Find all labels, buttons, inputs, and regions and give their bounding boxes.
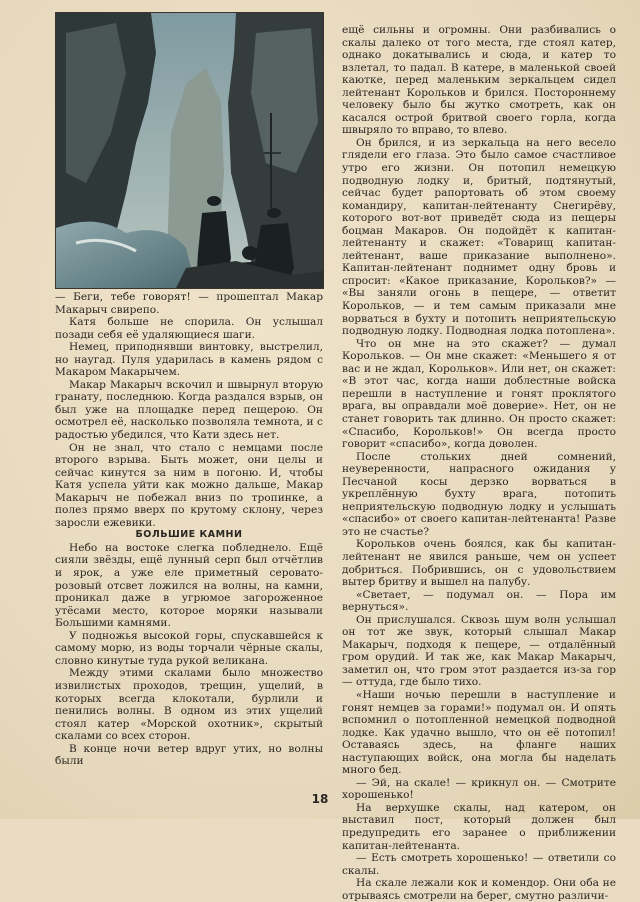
left-column	[55, 291, 323, 768]
paragraph: Корольков очень боялся, как бы капитан-лейтенант не явился раньше, чем он успеет добриться. Побрившись, он с удовольствием вытер бритву и вышел на палубу.	[342, 538, 616, 589]
paragraph: «Наши ночью перешли в наступление и гонят немцев за горами!» подумал он. И опять вспомнил о потопленной немецкой подводной лодке. Как удачно вышло, что он её потопил! Оставаясь здесь, на фланге наших наступающих войск, она могла бы наделать много бед.	[342, 688, 616, 777]
paragraph: — Есть смотреть хорошенько! — ответили со скалы.	[342, 852, 616, 877]
paragraph: «Светает, — подумал он. — Пора им вернуться».	[342, 588, 616, 614]
paragraph: Небо на востоке слегка побледнело. Ещё сияли звёзды, ещё лунный серп был отчётлив и ярок, а уже еле приметный серовато-розовый отсвет ложился на волны, на камни, проникал даже в угрюмое загороженное утёсами место, которое моряки называли Большими камнями.	[55, 541, 323, 630]
paragraph: Немец, приподнявши винтовку, выстрелил, но наугад. Пуля ударилась в камень рядом с Макаром Макарычем.	[55, 341, 323, 379]
paragraph: После стольких дней сомнений, неуверенности, напрасного ожидания у Песчаной косы дерзко ворваться в укреплённую бухту врага, потопить неприятельскую подводную лодку и услышать «спасибо» от своего капитан-лейтенанта! Разве это не счастье?	[342, 450, 616, 538]
paragraph: У подножья высокой горы, спускавшейся к самому морю, из воды торчали чёрные скалы, словно кинутые туда рукой великана.	[55, 629, 323, 667]
paragraph: На скале лежали кок и комендор. Они оба не отрываясь смотрели на берег, смутно различи-	[342, 877, 616, 902]
paragraph: Между этими скалами было множество извилистых проходов, трещин, ущелий, в которых всегда клокотали, бурлили и пенились волны. В одном из этих ущелий стоял катер «Морской охотник», скрытый скалами со всех сторон.	[55, 667, 323, 743]
page-number: 18	[311, 792, 329, 806]
illustration	[55, 12, 324, 289]
chapter-heading: БОЛЬШИЕ КАМНИ	[135, 529, 243, 541]
paragraph: — Эй, на скале! — крикнул он. — Смотрите хорошенько!	[342, 776, 616, 802]
paragraph: Катя больше не спорила. Он услышал позади себя её удаляющиеся шаги.	[55, 316, 323, 341]
paragraph: Он не знал, что стало с немцами после второго взрыва. Быть может, они целы и сейчас кинутся за ним в погоню. И, чтобы Катя успела уйти как можно дальше, Макар Макарыч не побежал вниз по тропинке, а полез прямо вверх по крутому склону, через заросли ежевики.	[55, 441, 323, 529]
paragraph: Макар Макарыч вскочил и швырнул вторую гранату, последнюю. Когда раздался взрыв, он был уже на площадке перед пещерою. Он осмотрел её, насколько позволяла темнота, и с радостью убедился, что Кати здесь нет.	[55, 378, 323, 442]
illustration-caption: — Беги, тебе говорят! — прошептал Макар Макарыч свирепо.	[55, 291, 323, 316]
paragraph: ещё сильны и огромны. Они разбивались о скалы далеко от того места, где стоял катер, однако докатывались и сюда, и катер то взлетал, то падал. В катере, в маленькой своей каютке, перед маленьким зеркальцем сидел лейтенант Корольков и брился. Постороннему человеку было бы жутко смотреть, как он касался острой бритвой своего горла, когда швыряло то вправо, то влево.	[342, 24, 616, 137]
illustration-drawing	[56, 13, 323, 288]
paragraph: Он прислушался. Сквозь шум волн услышал он тот же звук, который слышал Макар Макарыч, подходя к пещере, — отдалённый гром орудий. И так же, как Макар Макарыч, заметил он, что гром этот раздается из-за гор — оттуда, где было тихо.	[342, 613, 616, 689]
paragraph: Он брился, и из зеркальца на него весело глядели его глаза. Это было самое счастливое утро его жизни. Он потопил немецкую подводную лодку и, бритый, подтянутый, сейчас будет рапортовать об этом своему командиру, капитан-лейтенанту Снегирёву, которого вот-вот приведёт сюда из пещеры боцман Макаров. Он подойдёт к капитан-лейтенанту и скажет: «Товарищ капитан-лейтенант, ваше приказание выполнено». Капитан-лейтенант поднимет одну бровь и спросит: «Какое приказание, Корольков?» — «Вы заняли огонь в пещере, — ответит Корольков, — и тем самым приказали мне ворваться в бухту и потопить неприятельскую подводную лодку. Подводная лодка потоплена».	[342, 136, 616, 338]
paragraph: Что он мне на это скажет? — думал Корольков. — Он мне скажет: «Меньшего я от вас и не ждал, Корольков». Или нет, он скажет: «В этот час, когда наши доблестные войска перешли в наступление и гонят проклятого врага, вы оправдали моё доверие». Нет, он не станет говорить так длинно. Он просто скажет: «Спасибо, Корольков!» Он всегда просто говорит «спасибо», когда доволен.	[342, 337, 616, 451]
right-column	[342, 24, 616, 902]
paragraph: В конце ночи ветер вдруг утих, но волны были	[55, 742, 323, 768]
paragraph: На верхушке скалы, над катером, он выставил пост, который должен был предупредить его заранее о приближении капитан-лейтенанта.	[342, 801, 616, 852]
